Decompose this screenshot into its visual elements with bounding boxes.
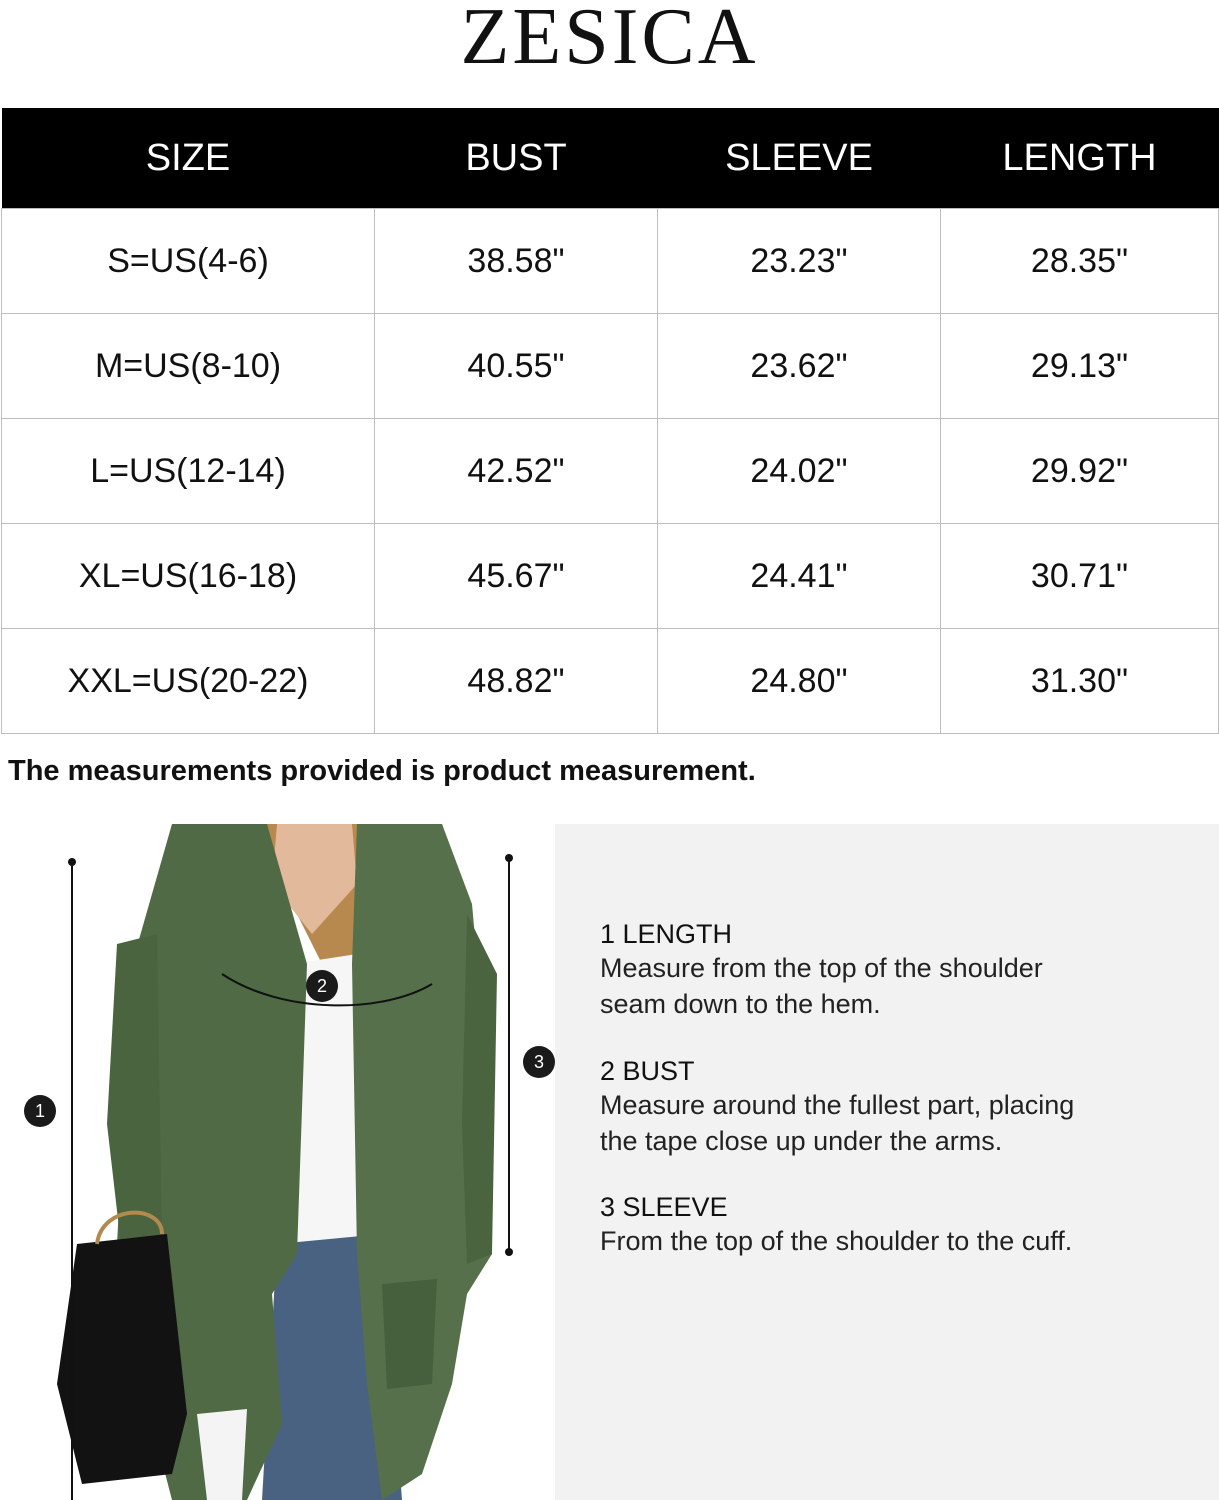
table-row [2,314,1219,419]
cell-length: 29.92" [941,419,1219,524]
cell-size: L=US(12-14) [2,419,375,524]
cell-sleeve: 24.80" [658,629,941,734]
length-desc-line1: Measure from the top of the shoulder [600,953,1043,983]
cell-bust: 45.67" [375,524,658,629]
table-row [2,524,1219,629]
cell-size: XXL=US(20-22) [2,629,375,734]
sleeve-instruction [600,1192,1072,1259]
marker-length: 1 [24,1095,56,1127]
header-size: SIZE [2,108,375,209]
measurement-note: The measurements provided is product measurement. [8,755,756,787]
marker-bust: 2 [306,970,338,1002]
brand-logo: ZESICA [460,0,759,81]
model-illustration [22,824,555,1500]
marker-sleeve: 3 [523,1046,555,1078]
table-row [2,419,1219,524]
table-row [2,209,1219,314]
bust-desc-line1: Measure around the fullest part, placing [600,1090,1075,1120]
cell-length: 29.13" [941,314,1219,419]
header-length: LENGTH [941,108,1219,209]
cell-size: S=US(4-6) [2,209,375,314]
table-header-row [2,108,1219,209]
cell-size: XL=US(16-18) [2,524,375,629]
product-photo [22,824,555,1500]
cell-sleeve: 24.02" [658,419,941,524]
bust-instruction [600,1056,1074,1159]
length-title: 1 LENGTH [600,919,733,949]
size-chart-table [1,108,1219,734]
cell-size: M=US(8-10) [2,314,375,419]
measurement-guide-panel [555,824,1219,1500]
header-bust: BUST [375,108,658,209]
sleeve-desc-line1: From the top of the shoulder to the cuff. [600,1226,1073,1256]
cell-bust: 42.52" [375,419,658,524]
bust-title: 2 BUST [600,1056,695,1086]
cell-sleeve: 23.23" [658,209,941,314]
table-row [2,629,1219,734]
sleeve-title: 3 SLEEVE [600,1192,728,1222]
cell-sleeve: 23.62" [658,314,941,419]
cell-sleeve: 24.41" [658,524,941,629]
length-instruction [600,919,1043,1022]
cell-length: 30.71" [941,524,1219,629]
header-sleeve: SLEEVE [658,108,941,209]
bust-desc-line2: the tape close up under the arms. [600,1126,1003,1156]
cell-length: 28.35" [941,209,1219,314]
cell-bust: 48.82" [375,629,658,734]
cell-bust: 38.58" [375,209,658,314]
cell-length: 31.30" [941,629,1219,734]
length-desc-line2: seam down to the hem. [600,989,881,1019]
cell-bust: 40.55" [375,314,658,419]
